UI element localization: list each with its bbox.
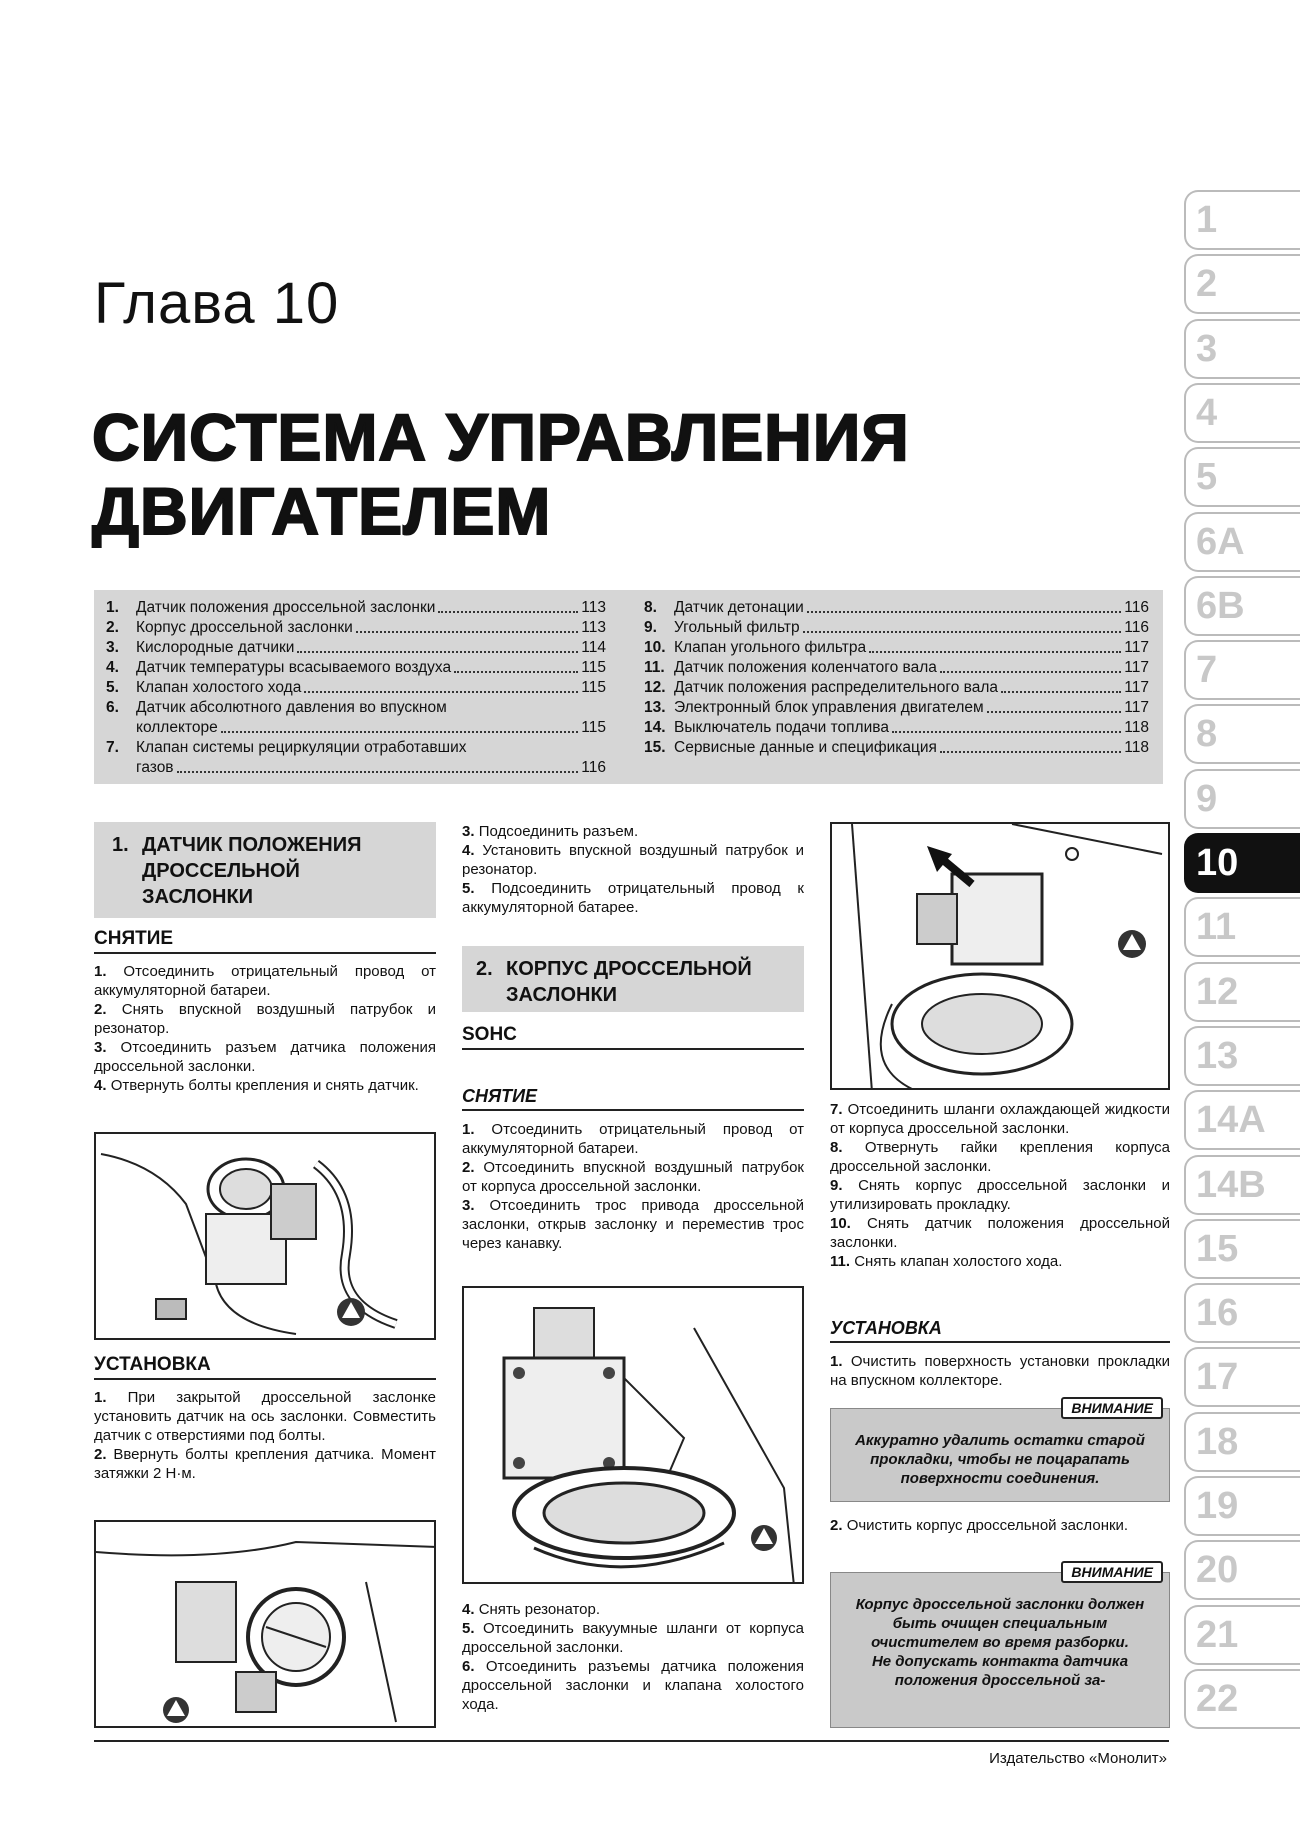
chapter-tab-10[interactable]: 10 — [1184, 833, 1300, 893]
step-text: Снять корпус дроссельной заслонки и утилизировать прокладку. — [830, 1177, 1170, 1213]
section-1-install-heading: УСТАНОВКА — [94, 1354, 436, 1380]
toc-item — [644, 698, 1149, 718]
step-number: 4. — [462, 842, 483, 859]
toc-number: 10. — [644, 639, 666, 656]
section-2-install-step-1 — [830, 1352, 1170, 1390]
warning-label: ВНИМАНИЕ — [1061, 1561, 1163, 1583]
step-item — [830, 1252, 1170, 1271]
toc-number: 12. — [644, 679, 666, 696]
step-text: Отвернуть гайки крепления корпуса дроссельной заслонки. — [830, 1139, 1170, 1175]
chapter-tab-11[interactable]: 11 — [1184, 897, 1300, 957]
toc-number: 11. — [644, 659, 665, 676]
toc-item — [644, 678, 1149, 698]
step-item — [94, 1445, 436, 1483]
toc-page: 115 — [581, 679, 606, 696]
section-2-removal-heading: СНЯТИЕ — [462, 1086, 804, 1111]
title-line-2: ДВИГАТЕЛЕМ — [92, 474, 552, 548]
section-2-install-heading: УСТАНОВКА — [830, 1318, 1170, 1343]
step-number: 1. — [94, 1389, 128, 1406]
step-number: 11. — [830, 1253, 855, 1270]
step-text: Отвернуть болты крепления и снять датчик. — [110, 1077, 419, 1094]
toc-page: 115 — [581, 719, 606, 736]
chapter-tab-7[interactable]: 7 — [1184, 640, 1300, 700]
toc-page: 117 — [1124, 679, 1149, 696]
toc-text: Датчик положения коленчатого вала — [674, 659, 937, 676]
step-text: Очистить корпус дроссельной заслонки. — [846, 1517, 1129, 1534]
chapter-tab-20[interactable]: 20 — [1184, 1540, 1300, 1600]
step-number: 7. — [830, 1101, 848, 1118]
step-item — [94, 1038, 436, 1076]
toc-number: 5. — [106, 679, 119, 696]
toc-item — [106, 598, 606, 618]
step-item — [830, 1214, 1170, 1252]
step-text: Очистить поверхность установки прокладки на впускном коллекторе. — [830, 1353, 1170, 1389]
step-number: 2. — [94, 1001, 122, 1018]
step-number: 1. — [94, 963, 124, 980]
chapter-tab-13[interactable]: 13 — [1184, 1026, 1300, 1086]
step-item — [462, 841, 804, 879]
toc-text-cont: газов — [136, 759, 174, 776]
chapter-tab-3[interactable]: 3 — [1184, 319, 1300, 379]
toc-left-column — [106, 598, 606, 778]
toc-page: 117 — [1124, 639, 1149, 656]
section-1-continued-steps — [462, 822, 804, 917]
toc-item — [106, 678, 606, 698]
toc-number: 15. — [644, 739, 666, 756]
table-of-contents — [94, 590, 1163, 784]
step-number: 3. — [462, 1197, 490, 1214]
step-number: 5. — [462, 880, 492, 897]
section-2-heading: 2. КОРПУС ДРОССЕЛЬНОЙ ЗАСЛОНКИ — [462, 946, 804, 1012]
toc-item — [106, 638, 606, 658]
toc-text: Клапан системы рециркуляции отработавших — [136, 739, 467, 756]
chapter-tab-6B[interactable]: 6B — [1184, 576, 1300, 636]
step-item — [94, 1000, 436, 1038]
step-number: 10. — [830, 1215, 867, 1232]
step-number: 8. — [830, 1139, 865, 1156]
step-text: Снять датчик положения дроссельной заслонки. — [830, 1215, 1170, 1251]
title-line-1: СИСТЕМА УПРАВЛЕНИЯ — [92, 400, 910, 474]
step-text: Установить впускной воздушный патрубок и резонатор. — [462, 842, 804, 878]
step-text: Снять клапан холостого хода. — [854, 1253, 1063, 1270]
step-item — [462, 1120, 804, 1158]
toc-page: 117 — [1124, 659, 1149, 676]
step-number: 9. — [830, 1177, 859, 1194]
step-number: 6. — [462, 1658, 486, 1675]
warning-text: Аккуратно удалить остатки старой прокладки, чтобы не поцарапать поверхности соединения. — [855, 1432, 1145, 1487]
step-text: Подсоединить разъем. — [478, 823, 639, 840]
chapter-label: Глава 10 — [94, 271, 340, 336]
section-1-removal-steps — [94, 962, 436, 1095]
toc-number: 4. — [106, 659, 119, 676]
section-2-install-step-2 — [830, 1516, 1170, 1535]
section-2-removal-steps-continued — [462, 1600, 804, 1714]
step-number: 2. — [462, 1159, 484, 1176]
chapter-tab-4[interactable]: 4 — [1184, 383, 1300, 443]
step-item — [462, 1158, 804, 1196]
toc-item — [106, 738, 606, 778]
toc-number: 1. — [106, 599, 119, 616]
chapter-tab-18[interactable]: 18 — [1184, 1412, 1300, 1472]
toc-number: 7. — [106, 739, 119, 756]
step-text: Отсоединить впускной воздушный патрубок от корпуса дроссельной заслонки. — [462, 1159, 804, 1195]
figure-throttle-sensor — [94, 1132, 436, 1340]
step-text: Отсоединить разъемы датчика положения дроссельной заслонки и клапана холостого хода. — [462, 1658, 804, 1713]
step-item — [830, 1100, 1170, 1138]
step-text: Отсоединить отрицательный провод от аккумуляторной батареи. — [462, 1121, 804, 1157]
chapter-tab-21[interactable]: 21 — [1184, 1605, 1300, 1665]
toc-text: Датчик положения дроссельной заслонки — [136, 599, 436, 616]
step-text: Подсоединить отрицательный провод к аккумуляторной батарее. — [462, 880, 804, 916]
toc-text: Клапан холостого хода — [136, 679, 302, 696]
chapter-tab-19[interactable]: 19 — [1184, 1476, 1300, 1536]
section-1-title: ДАТЧИК ПОЛОЖЕНИЯ ДРОССЕЛЬНОЙ ЗАСЛОНКИ — [142, 834, 362, 908]
warning-box-2 — [830, 1564, 1170, 1728]
step-number: 3. — [462, 823, 479, 840]
step-item — [830, 1176, 1170, 1214]
toc-item — [644, 638, 1149, 658]
chapter-tab-1[interactable]: 1 — [1184, 190, 1300, 250]
chapter-tab-12[interactable]: 12 — [1184, 962, 1300, 1022]
toc-page: 113 — [581, 619, 606, 636]
toc-page: 118 — [1124, 719, 1149, 736]
footer-divider — [94, 1740, 1169, 1742]
step-item — [462, 1657, 804, 1714]
step-item — [462, 822, 804, 841]
toc-page: 114 — [581, 639, 606, 656]
section-1-heading: 1. ДАТЧИК ПОЛОЖЕНИЯ ДРОССЕЛЬНОЙ ЗАСЛОНКИ — [94, 822, 436, 918]
toc-text: Датчик детонации — [674, 599, 804, 616]
toc-text: Корпус дроссельной заслонки — [136, 619, 353, 636]
toc-item — [106, 658, 606, 678]
chapter-tab-8[interactable]: 8 — [1184, 704, 1300, 764]
toc-page: 116 — [1124, 619, 1149, 636]
step-item — [94, 1076, 436, 1095]
step-text: Отсоединить разъем датчика положения дроссельной заслонки. — [94, 1039, 436, 1075]
step-text: Отсоединить вакуумные шланги от корпуса дроссельной заслонки. — [462, 1620, 804, 1656]
figure-throttle-body-sensor-install — [94, 1520, 436, 1728]
publisher-footer: Издательство «Монолит» — [989, 1750, 1167, 1767]
chapter-tab-16[interactable]: 16 — [1184, 1283, 1300, 1343]
toc-text: Датчик абсолютного давления во впускном — [136, 699, 447, 716]
toc-page: 117 — [1124, 699, 1149, 716]
step-number: 2. — [830, 1517, 843, 1534]
step-item — [94, 1388, 436, 1445]
chapter-tab-14A[interactable]: 14A — [1184, 1090, 1300, 1150]
warning-text-continued: Не допускать контакта датчика положения дроссельной за- — [871, 1653, 1129, 1689]
section-1-removal-heading: СНЯТИЕ — [94, 928, 436, 954]
step-text: Снять резонатор. — [478, 1601, 601, 1618]
chapter-tab-22[interactable]: 22 — [1184, 1669, 1300, 1729]
toc-page: 118 — [1124, 739, 1149, 756]
section-2-title: КОРПУС ДРОССЕЛЬНОЙ ЗАСЛОНКИ — [506, 958, 752, 1006]
step-number: 4. — [462, 1601, 479, 1618]
step-number: 1. — [830, 1353, 843, 1370]
step-text: При закрытой дроссельной заслонке установить датчик на ось заслонки. Совместить датчик с отверстиями под болты. — [94, 1389, 436, 1444]
step-item — [830, 1138, 1170, 1176]
figure-throttle-cable — [462, 1286, 804, 1584]
toc-text: Клапан угольного фильтра — [674, 639, 867, 656]
figure-throttle-body-arrow — [830, 822, 1170, 1090]
step-text: Снять впускной воздушный патрубок и резонатор. — [94, 1001, 436, 1037]
toc-number: 3. — [106, 639, 119, 656]
toc-text: Датчик температуры всасываемого воздуха — [136, 659, 452, 676]
toc-right-column — [644, 598, 1149, 758]
warning-label: ВНИМАНИЕ — [1061, 1397, 1163, 1419]
step-item — [462, 879, 804, 917]
toc-page: 115 — [581, 659, 606, 676]
warning-box-1 — [830, 1400, 1170, 1502]
step-number: 2. — [94, 1446, 114, 1463]
toc-text: Угольный фильтр — [674, 619, 800, 636]
step-text: Ввернуть болты крепления датчика. Момент затяжки 2 Н·м. — [94, 1446, 436, 1482]
toc-item — [106, 698, 606, 738]
toc-text-cont: коллекторе — [136, 719, 218, 736]
chapter-title — [92, 400, 910, 548]
toc-page: 113 — [581, 599, 606, 616]
toc-page: 116 — [1124, 599, 1149, 616]
chapter-tab-6A[interactable]: 6A — [1184, 512, 1300, 572]
step-text: Отсоединить отрицательный провод от аккумуляторной батареи. — [94, 963, 436, 999]
step-item — [462, 1619, 804, 1657]
toc-item — [644, 598, 1149, 618]
chapter-tab-5[interactable]: 5 — [1184, 447, 1300, 507]
toc-text: Выключатель подачи топлива — [674, 719, 889, 736]
step-number: 5. — [462, 1620, 483, 1637]
toc-item — [644, 738, 1149, 758]
section-2-sohc-heading: SOHC — [462, 1024, 804, 1050]
section-1-install-steps — [94, 1388, 436, 1483]
toc-text: Кислородные датчики — [136, 639, 295, 656]
step-item — [462, 1196, 804, 1253]
toc-number: 13. — [644, 699, 666, 716]
toc-text: Датчик положения распределительного вала — [674, 679, 998, 696]
step-item — [462, 1600, 804, 1619]
step-text: Отсоединить шланги охлаждающей жидкости от корпуса дроссельной заслонки. — [830, 1101, 1170, 1137]
toc-text: Сервисные данные и спецификация — [674, 739, 937, 756]
toc-number: 6. — [106, 699, 119, 716]
toc-item — [644, 658, 1149, 678]
step-number: 4. — [94, 1077, 111, 1094]
toc-item — [644, 718, 1149, 738]
chapter-tab-17[interactable]: 17 — [1184, 1347, 1300, 1407]
chapter-tab-14B[interactable]: 14B — [1184, 1155, 1300, 1215]
warning-text: Корпус дроссельной заслонки должен быть очищен специальным очистителем во время разборки. — [855, 1596, 1145, 1651]
toc-number: 14. — [644, 719, 666, 736]
step-number: 1. — [462, 1121, 492, 1138]
step-item — [94, 962, 436, 1000]
section-2-removal-steps — [462, 1120, 804, 1253]
toc-item — [106, 618, 606, 638]
section-2-removal-steps-col3 — [830, 1100, 1170, 1271]
toc-number: 9. — [644, 619, 657, 636]
toc-item — [644, 618, 1149, 638]
chapter-tab-2[interactable]: 2 — [1184, 254, 1300, 314]
chapter-tab-15[interactable]: 15 — [1184, 1219, 1300, 1279]
step-number: 3. — [94, 1039, 121, 1056]
toc-number: 2. — [106, 619, 119, 636]
toc-page: 116 — [581, 759, 606, 776]
toc-text: Электронный блок управления двигателем — [674, 699, 984, 716]
step-text: Отсоединить трос привода дроссельной заслонки, открыв заслонку и переместив трос через канавку. — [462, 1197, 804, 1252]
toc-number: 8. — [644, 599, 657, 616]
chapter-tab-9[interactable]: 9 — [1184, 769, 1300, 829]
